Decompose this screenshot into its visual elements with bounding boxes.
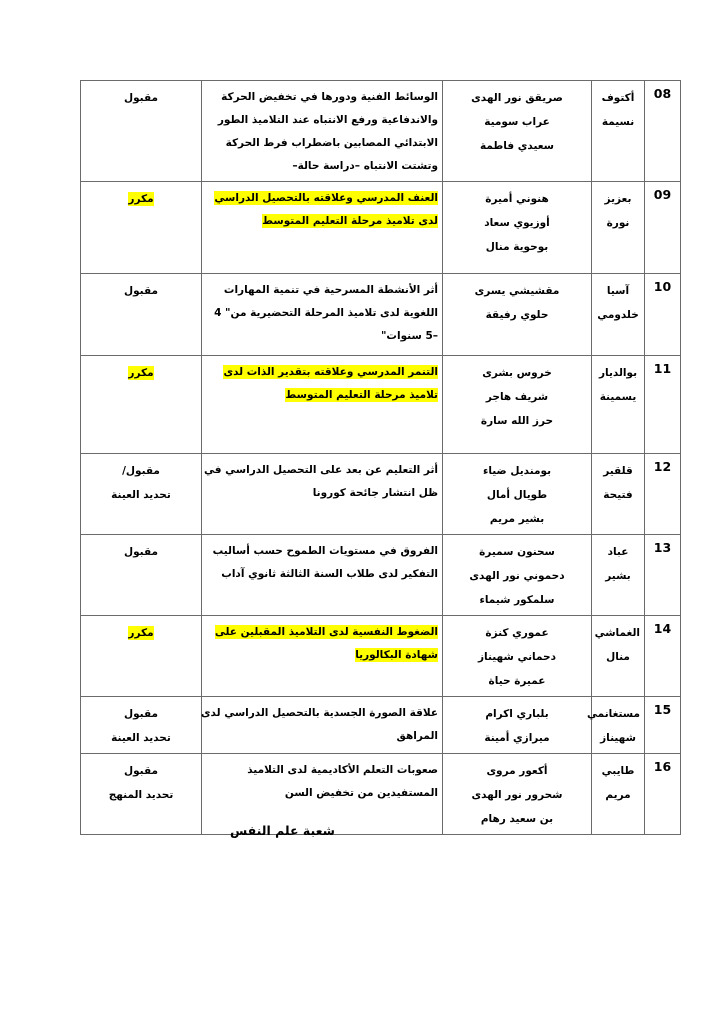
supervisor-cell-text: منال bbox=[606, 651, 630, 663]
students-cell-line bbox=[447, 361, 587, 385]
supervisor-cell bbox=[592, 454, 645, 535]
status-cell-text: مقبول bbox=[123, 285, 159, 297]
status-cell-line bbox=[85, 459, 197, 483]
supervisor-cell-text: بعزيز bbox=[604, 193, 632, 205]
thesis-title-cell-line bbox=[206, 759, 438, 782]
students-cell-text: بومنديل ضياء bbox=[482, 465, 552, 477]
thesis-title-cell bbox=[202, 81, 443, 182]
students-cell bbox=[443, 182, 592, 274]
status-cell-text: مكرر bbox=[128, 193, 154, 205]
thesis-title-cell-line bbox=[206, 725, 438, 748]
thesis-title-cell-line bbox=[206, 644, 438, 667]
status-cell bbox=[81, 182, 202, 274]
thesis-title-cell-line bbox=[206, 86, 438, 109]
thesis-title-cell bbox=[202, 454, 443, 535]
row-number: 08 bbox=[645, 81, 681, 182]
thesis-title-cell-line bbox=[206, 132, 438, 155]
students-cell-text: عراب سومية bbox=[484, 116, 550, 128]
thesis-title-cell-line bbox=[200, 702, 438, 725]
students-cell-line bbox=[447, 564, 587, 588]
supervisor-cell-line bbox=[596, 211, 640, 235]
status-cell-line bbox=[85, 361, 197, 385]
row-number: 10 bbox=[645, 274, 681, 356]
status-cell-text: مقبول bbox=[123, 546, 159, 558]
supervisor-cell-line bbox=[596, 645, 640, 669]
table-row bbox=[81, 81, 681, 182]
status-cell-text: مقبول bbox=[123, 708, 159, 720]
thesis-title-cell bbox=[202, 535, 443, 616]
students-cell-line bbox=[447, 409, 587, 433]
students-cell-line bbox=[447, 187, 587, 211]
thesis-title-cell-line bbox=[206, 155, 438, 178]
students-cell-line bbox=[447, 702, 587, 726]
thesis-title-cell-text: لدى تلاميذ مرحلة التعليم المتوسط bbox=[262, 215, 438, 227]
table-row bbox=[81, 356, 681, 454]
students-cell-text: شحرور نور الهدى bbox=[471, 789, 563, 801]
supervisor-cell-line bbox=[596, 621, 640, 645]
students-cell-text: بلباري اكرام bbox=[485, 708, 549, 720]
supervisor-cell-line bbox=[596, 459, 640, 483]
students-cell-text: سلمكور شيماء bbox=[479, 594, 555, 606]
status-cell bbox=[81, 535, 202, 616]
students-cell-line bbox=[447, 459, 587, 483]
supervisor-cell-text: أكتوف bbox=[601, 92, 635, 104]
students-cell-text: عميرة حياة bbox=[488, 675, 546, 687]
supervisor-cell-line bbox=[596, 540, 640, 564]
thesis-title-cell-text: الابتدائي المصابين باضطراب فرط الحركة bbox=[225, 137, 438, 149]
status-cell bbox=[81, 616, 202, 697]
supervisor-cell-text: فتيحة bbox=[603, 489, 633, 501]
row-number: 15 bbox=[645, 697, 681, 754]
thesis-title-cell-text: –5 سنوات" bbox=[380, 330, 438, 342]
students-cell-line bbox=[447, 759, 587, 783]
thesis-title-cell-text: الوسائط الفنية ودورها في تخفيض الحركة bbox=[221, 91, 438, 103]
thesis-title-cell-line bbox=[206, 361, 438, 384]
supervisor-cell bbox=[592, 754, 645, 835]
supervisor-cell-text: عباد bbox=[607, 546, 629, 558]
thesis-title-cell-text: شهادة البكالوريا bbox=[355, 649, 438, 661]
supervisor-cell-text: نورة bbox=[606, 217, 630, 229]
students-cell-line bbox=[447, 134, 587, 158]
supervisor-cell-line bbox=[596, 385, 640, 409]
students-cell-line bbox=[447, 110, 587, 134]
students-cell bbox=[443, 754, 592, 835]
supervisor-cell-text: بوالديار bbox=[598, 367, 638, 379]
thesis-title-cell-text: اللغوية لدى تلاميذ المرحلة التحضيرية من" 4 bbox=[214, 307, 438, 319]
status-cell-line bbox=[85, 86, 197, 110]
thesis-title-cell-text: علاقة الصورة الجسدية بالتحصيل الدراسي لدى bbox=[200, 707, 438, 719]
supervisor-cell-line bbox=[587, 702, 640, 726]
students-cell-text: مقشيشي يسرى bbox=[474, 285, 560, 297]
students-cell-line bbox=[447, 807, 587, 831]
students-cell bbox=[443, 535, 592, 616]
status-cell bbox=[81, 274, 202, 356]
students-cell bbox=[443, 697, 592, 754]
supervisor-cell-line bbox=[596, 759, 640, 783]
thesis-title-cell-text: التفكير لدى طلاب السنة الثالثة ثانوي آداب bbox=[221, 568, 438, 580]
students-cell-line bbox=[447, 669, 587, 693]
supervisor-cell-text: مستغانمي bbox=[587, 708, 640, 720]
status-cell-line bbox=[85, 279, 197, 303]
table-row bbox=[81, 274, 681, 356]
thesis-title-cell bbox=[202, 616, 443, 697]
students-cell-line bbox=[447, 540, 587, 564]
thesis-title-cell-line bbox=[206, 459, 438, 482]
thesis-title-cell-text: ظل انتشار جائحة كورونا bbox=[312, 487, 438, 499]
thesis-title-cell-line bbox=[206, 482, 438, 505]
supervisor-cell bbox=[592, 616, 645, 697]
supervisor-cell-line bbox=[596, 726, 640, 750]
thesis-title-cell-text: تلاميذ مرحلة التعليم المتوسط bbox=[285, 389, 438, 401]
thesis-title-cell-text: الضغوط النفسية لدى التلاميذ المقبلين على bbox=[214, 626, 438, 638]
thesis-title-cell-line bbox=[206, 210, 438, 233]
thesis-title-cell-line bbox=[206, 302, 438, 325]
status-cell bbox=[81, 697, 202, 754]
thesis-title-cell-line bbox=[206, 782, 438, 805]
supervisor-cell-text: يسمينة bbox=[599, 391, 637, 403]
thesis-title-cell bbox=[202, 274, 443, 356]
supervisor-cell-line bbox=[596, 110, 640, 134]
students-cell-line bbox=[447, 783, 587, 807]
status-cell-text: مقبول/ bbox=[122, 465, 160, 477]
students-cell-text: حلوي رفيقة bbox=[485, 309, 549, 321]
students-cell-text: صريقق نور الهدى bbox=[471, 92, 563, 104]
status-cell-text: تحديد العينة bbox=[111, 732, 171, 744]
row-number: 12 bbox=[645, 454, 681, 535]
status-cell-line bbox=[85, 783, 197, 807]
students-cell bbox=[443, 454, 592, 535]
thesis-title-cell-line bbox=[206, 187, 438, 210]
row-number: 16 bbox=[645, 754, 681, 835]
status-cell-line bbox=[85, 759, 197, 783]
students-cell-text: ميرازي أمينة bbox=[484, 732, 550, 744]
students-cell-line bbox=[447, 621, 587, 645]
students-cell bbox=[443, 356, 592, 454]
students-cell-line bbox=[447, 385, 587, 409]
students-cell-text: هنوني أميرة bbox=[485, 193, 549, 205]
table-row bbox=[81, 697, 681, 754]
students-cell-line bbox=[447, 211, 587, 235]
students-cell-text: أكعور مروى bbox=[486, 765, 548, 777]
thesis-title-cell-text: الفروق في مستويات الطموح حسب أساليب bbox=[212, 545, 438, 557]
thesis-title-cell bbox=[202, 356, 443, 454]
supervisor-cell-line bbox=[596, 303, 640, 327]
students-cell-line bbox=[447, 235, 587, 259]
supervisor-cell bbox=[592, 81, 645, 182]
thesis-title-cell-line bbox=[206, 563, 438, 586]
supervisor-cell-text: قلقير bbox=[603, 465, 633, 477]
students-cell-text: سحنون سميرة bbox=[479, 546, 555, 558]
table-row bbox=[81, 182, 681, 274]
students-cell-line bbox=[447, 483, 587, 507]
thesis-title-cell-line bbox=[206, 540, 438, 563]
row-number: 09 bbox=[645, 182, 681, 274]
supervisor-cell-text: خلدومي bbox=[597, 309, 639, 321]
supervisor-cell bbox=[592, 274, 645, 356]
thesis-title-cell-text: المراهق bbox=[396, 730, 438, 742]
students-cell-text: بشير مريم bbox=[489, 513, 545, 525]
supervisor-cell-line bbox=[596, 279, 640, 303]
supervisor-cell-text: نسيمة bbox=[601, 116, 635, 128]
status-cell-text: مقبول bbox=[123, 92, 159, 104]
status-cell-line bbox=[85, 540, 197, 564]
supervisor-cell-line bbox=[596, 483, 640, 507]
students-cell-text: دحموني نور الهدى bbox=[469, 570, 565, 582]
students-cell-text: حرز الله سارة bbox=[480, 415, 554, 427]
thesis-title-cell-line bbox=[206, 279, 438, 302]
students-cell-text: بوحوية منال bbox=[485, 241, 549, 253]
thesis-title-cell-line bbox=[206, 621, 438, 644]
supervisor-cell-line bbox=[596, 361, 640, 385]
supervisor-cell bbox=[592, 182, 645, 274]
students-cell-line bbox=[447, 279, 587, 303]
thesis-title-cell bbox=[202, 697, 443, 754]
thesis-title-cell-line bbox=[206, 384, 438, 407]
row-number: 13 bbox=[645, 535, 681, 616]
supervisor-cell-text: مريم bbox=[605, 789, 631, 801]
students-cell-text: عموري كنزة bbox=[485, 627, 549, 639]
thesis-title-cell-text: صعوبات التعلم الأكاديمية لدى التلاميذ bbox=[247, 764, 438, 776]
thesis-title-cell-line bbox=[206, 325, 438, 348]
row-number: 14 bbox=[645, 616, 681, 697]
table-row bbox=[81, 754, 681, 835]
supervisor-cell-text: بشير bbox=[605, 570, 631, 582]
status-cell-text: تحديد العينة bbox=[111, 489, 171, 501]
students-cell-text: بن سعيد رهام bbox=[480, 813, 554, 825]
status-cell-line bbox=[85, 702, 197, 726]
projects-table bbox=[80, 80, 681, 835]
status-cell bbox=[81, 81, 202, 182]
table-row bbox=[81, 616, 681, 697]
table-row bbox=[81, 454, 681, 535]
thesis-title-cell bbox=[202, 182, 443, 274]
supervisor-cell-line bbox=[596, 783, 640, 807]
students-cell-text: شريف هاجر bbox=[485, 391, 549, 403]
supervisor-cell-text: طايبي bbox=[601, 765, 635, 777]
supervisor-cell-text: شهيناز bbox=[600, 732, 636, 744]
thesis-title-cell-text: أثر الأنشطة المسرحية في تنمية المهارات bbox=[223, 284, 438, 296]
supervisor-cell-text: الغماشي bbox=[594, 627, 640, 639]
students-cell-line bbox=[447, 303, 587, 327]
students-cell bbox=[443, 81, 592, 182]
supervisor-cell bbox=[587, 697, 645, 754]
supervisor-cell-text: آسيا bbox=[606, 285, 630, 297]
students-cell-text: سعيدي فاطمة bbox=[480, 140, 554, 152]
status-cell bbox=[81, 356, 202, 454]
students-cell-line bbox=[447, 645, 587, 669]
students-cell bbox=[443, 616, 592, 697]
thesis-title-cell-text: وتشتت الانتباه –دراسة حالة– bbox=[292, 160, 438, 172]
thesis-title-cell-text: المستفيدين من تخفيض السن bbox=[284, 787, 438, 799]
supervisor-cell-line bbox=[596, 86, 640, 110]
status-cell-text: تحديد المنهج bbox=[108, 789, 174, 801]
thesis-title-cell-text: العنف المدرسي وعلاقته بالتحصيل الدراسي bbox=[214, 192, 438, 204]
students-cell-line bbox=[447, 588, 587, 612]
students-cell-text: طويال أمال bbox=[486, 489, 548, 501]
status-cell-line bbox=[85, 187, 197, 211]
department-label: شعبة علم النفس bbox=[230, 823, 335, 838]
supervisor-cell bbox=[592, 356, 645, 454]
supervisor-cell bbox=[592, 535, 645, 616]
thesis-title-cell-text: أثر التعليم عن بعد على التحصيل الدراسي في bbox=[204, 464, 438, 476]
projects-table-body bbox=[81, 81, 681, 835]
supervisor-cell-line bbox=[596, 187, 640, 211]
students-cell-text: دحماني شهيناز bbox=[478, 651, 556, 663]
status-cell-line bbox=[85, 621, 197, 645]
students-cell bbox=[443, 274, 592, 356]
students-cell-line bbox=[447, 507, 587, 531]
status-cell bbox=[81, 754, 202, 835]
thesis-title-cell-text: والاندفاعية ورفع الانتباه عند التلاميذ الطور bbox=[217, 114, 438, 126]
students-cell-line bbox=[447, 86, 587, 110]
table-row bbox=[81, 535, 681, 616]
status-cell bbox=[81, 454, 202, 535]
status-cell-text: مكرر bbox=[128, 367, 154, 379]
status-cell-line bbox=[85, 726, 197, 750]
students-cell-text: خروس بشرى bbox=[482, 367, 552, 379]
thesis-title-cell-line bbox=[206, 109, 438, 132]
status-cell-text: مقبول bbox=[123, 765, 159, 777]
row-number: 11 bbox=[645, 356, 681, 454]
status-cell-line bbox=[85, 483, 197, 507]
supervisor-cell-line bbox=[596, 564, 640, 588]
students-cell-line bbox=[447, 726, 587, 750]
students-cell-text: أوزيوي سعاد bbox=[484, 217, 550, 229]
thesis-title-cell-text: التنمر المدرسي وعلاقته بتقدير الذات لدى bbox=[223, 366, 438, 378]
status-cell-text: مكرر bbox=[128, 627, 154, 639]
